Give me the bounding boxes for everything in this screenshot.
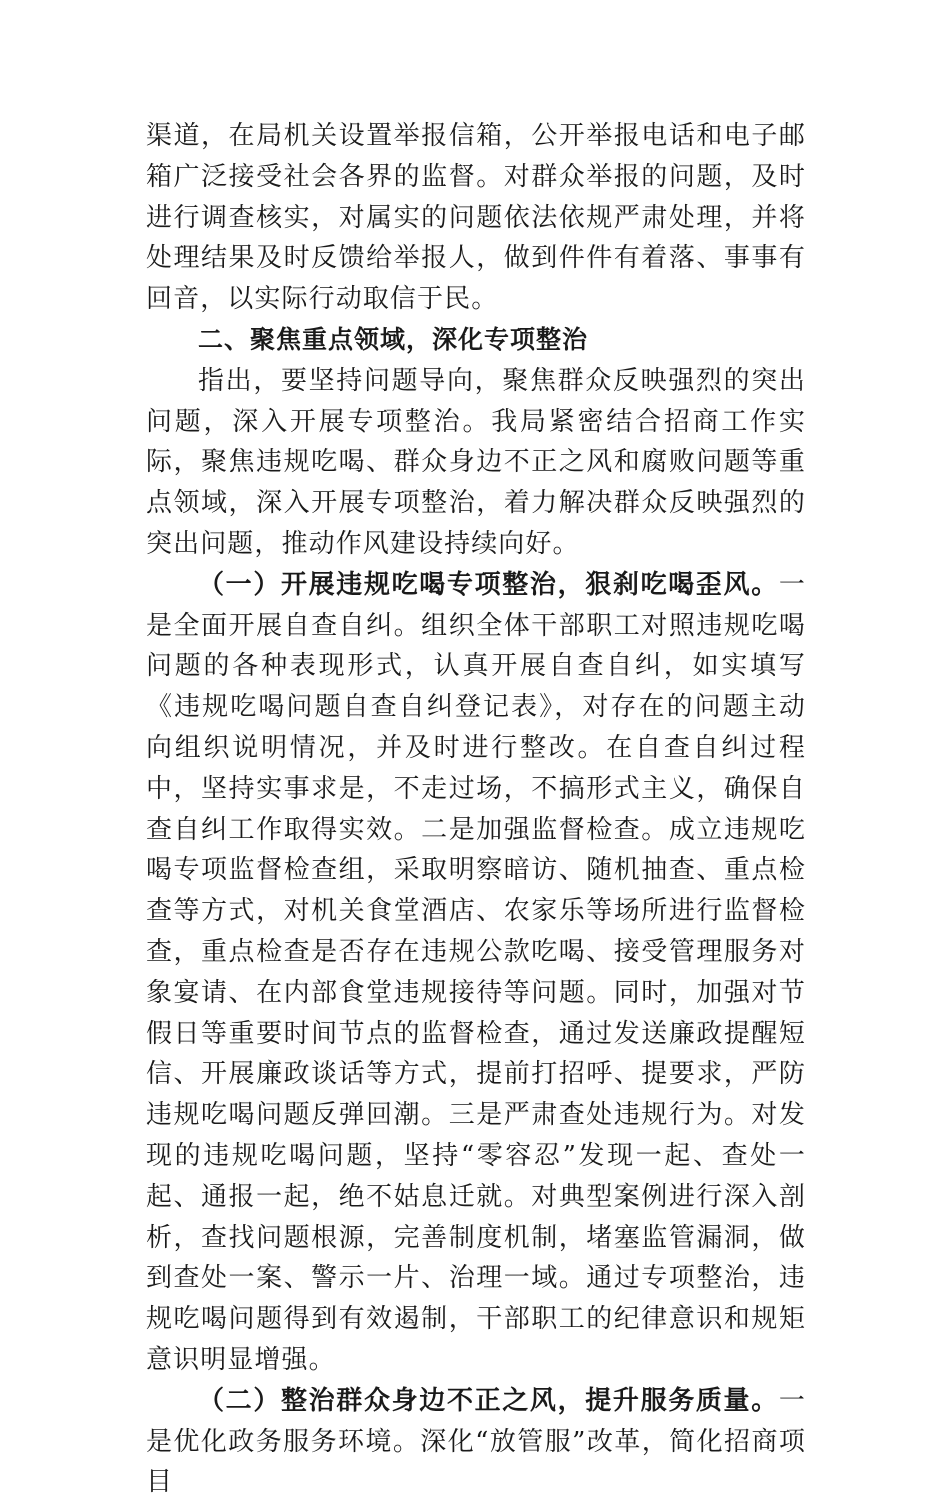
- section-heading-2: 二、聚焦重点领域，深化专项整治: [198, 324, 589, 354]
- document-body: [146, 116, 806, 1503]
- subsection-1-title: （一）开展违规吃喝专项整治，狠刹吃喝歪风。: [198, 569, 779, 600]
- subsection-1-body: 一是全面开展自查自纠。组织全体干部职工对照违规吃喝问题的各种表现形式，认真开展自查自纠，如实填写《违规吃喝问题自查自纠登记表》，对存在的问题主动向组织说明情况，并及时进行整改。在自查自纠过程中，坚持实事求是，不走过场，不搞形式主义，确保自查自纠工作取得实效。二是加强监督检查。成立违规吃喝专项监督检查组，采取明察暗访、随机抽查、重点检查等方式，对机关食堂酒店、农家乐等场所进行监督检查，重点检查是否存在违规公款吃喝、接受管理服务对象宴请、在内部食堂违规接待等问题。同时，加强对节假日等重要时间节点的监督检查，通过发送廉政提醒短信、开展廉政谈话等方式，提前打招呼、提要求，严防违规吃喝问题反弹回潮。三是严肃查处违规行为。对发现的违规吃喝问题，坚持“零容忍”发现一起、查处一起、通报一起，绝不姑息迁就。对典型案例进行深入剖析，查找问题根源，完善制度机制，堵塞监管漏洞，做到查处一案、警示一片、治理一域。通过专项整治，违规吃喝问题得到有效遏制，干部职工的纪律意识和规矩意识明显增强。: [146, 569, 806, 1375]
- paragraph-reporting-channels: 渠道，在局机关设置举报信箱，公开举报电话和电子邮箱广泛接受社会各界的监督。对群众举报的问题，及时进行调查核实，对属实的问题依法依规严肃处理，并将处理结果及时反馈给举报人，做到件件有着落、事事有回音，以实际行动取信于民。: [146, 121, 806, 315]
- subsection-2-body: 一是优化政务服务环境。深化“放管服”改革，简化招商项目: [146, 1385, 806, 1498]
- paragraph-focus-areas: 指出，要坚持问题导向，聚焦群众反映强烈的突出问题，深入开展专项整治。我局紧密结合招商工作实际，聚焦违规吃喝、群众身边不正之风和腐败问题等重点领域，深入开展专项整治，着力解决群众反映强烈的突出问题，推动作风建设持续向好。: [146, 365, 806, 559]
- paragraph-subsection-1: [146, 565, 806, 1381]
- subsection-2-title: （二）整治群众身边不正之风，提升服务质量。: [198, 1385, 779, 1416]
- paragraph-subsection-2: [146, 1381, 806, 1503]
